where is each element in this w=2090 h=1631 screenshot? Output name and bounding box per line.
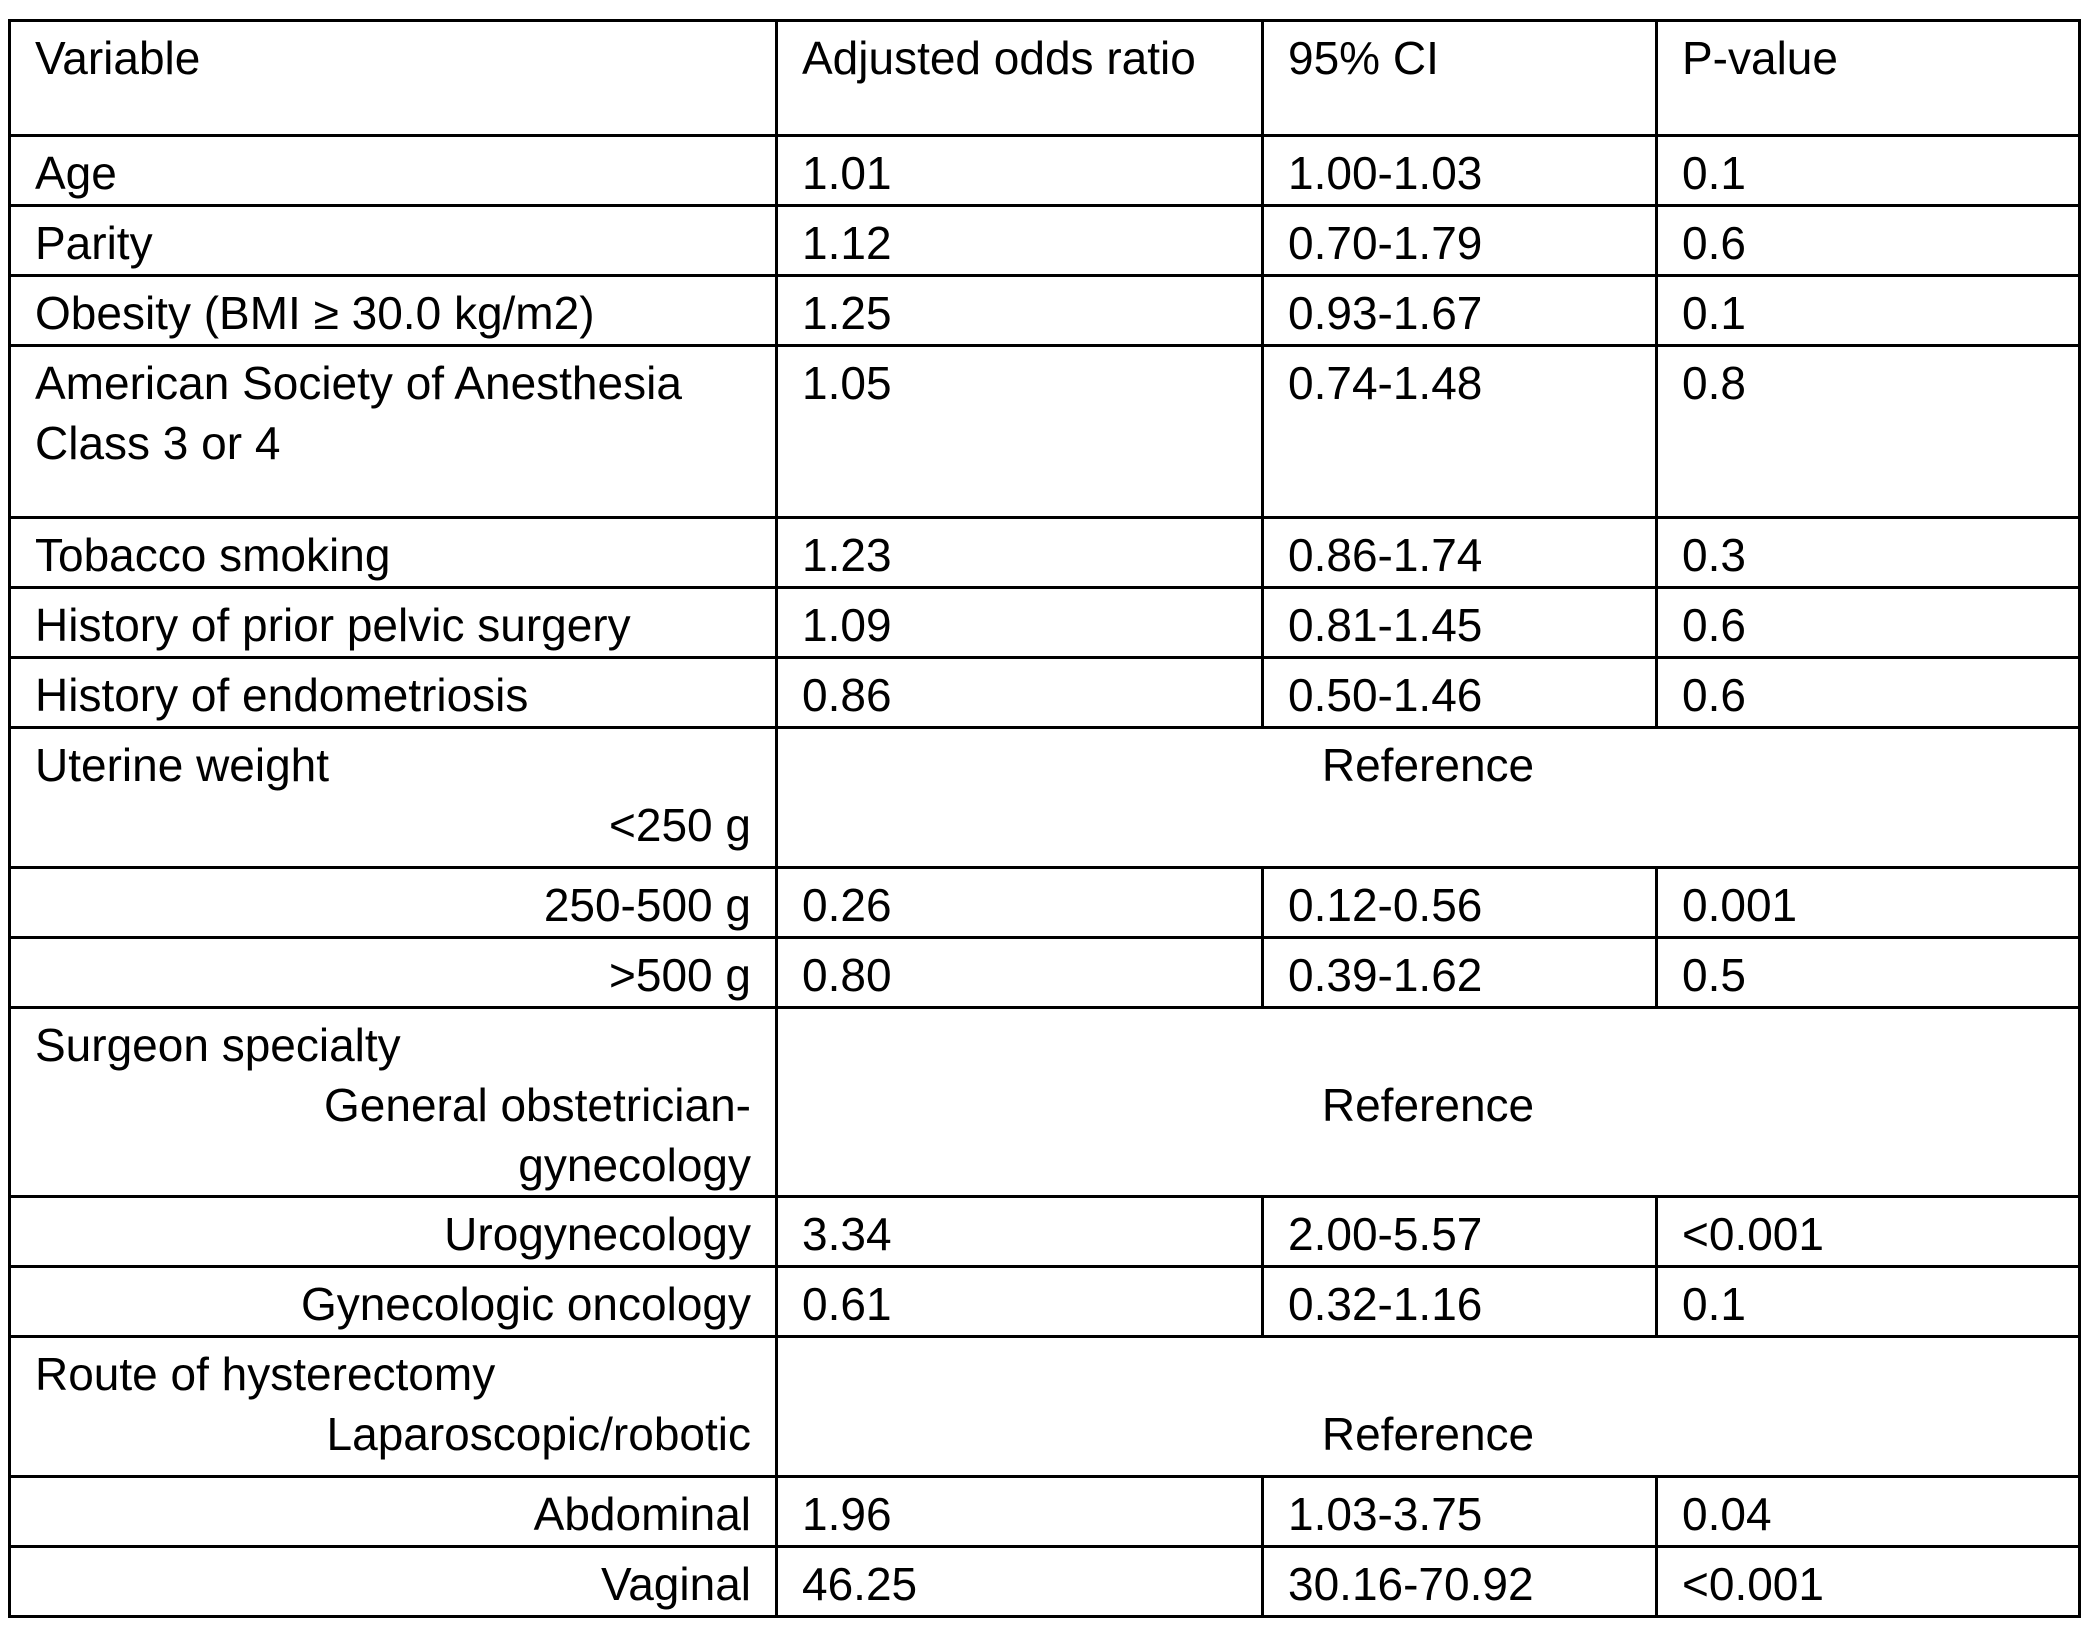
- p-value-cell: 0.1: [1657, 1267, 2080, 1337]
- group-row-uterine-weight: [10, 728, 2080, 868]
- group-row-route: [10, 1337, 2080, 1477]
- p-value-cell: 0.6: [1657, 588, 2080, 658]
- p-value-cell: 0.5: [1657, 938, 2080, 1008]
- reference-level-label: Laparoscopic/robotic: [326, 1408, 751, 1460]
- odds-ratio-table: [8, 19, 2081, 1618]
- odds-ratio-cell: 1.05: [777, 346, 1263, 518]
- table-row: [10, 1477, 2080, 1547]
- group-row-surgeon-specialty: [10, 1008, 2080, 1197]
- header-ci: 95% CI: [1263, 21, 1657, 136]
- table-row: [10, 938, 2080, 1008]
- odds-ratio-cell: 1.23: [777, 518, 1263, 588]
- odds-ratio-cell: 0.61: [777, 1267, 1263, 1337]
- p-value-cell: 0.8: [1657, 346, 2080, 518]
- table-row: [10, 1267, 2080, 1337]
- p-value-cell: <0.001: [1657, 1197, 2080, 1267]
- p-value-cell: 0.001: [1657, 868, 2080, 938]
- odds-ratio-cell: 1.96: [777, 1477, 1263, 1547]
- header-variable: Variable: [10, 21, 777, 136]
- ci-cell: 0.70-1.79: [1263, 206, 1657, 276]
- variable-cell: Parity: [10, 206, 777, 276]
- odds-ratio-cell: 46.25: [777, 1547, 1263, 1617]
- variable-cell: Obesity (BMI ≥ 30.0 kg/m2): [10, 276, 777, 346]
- variable-cell: [10, 346, 777, 518]
- table-row: [10, 346, 2080, 518]
- header-p-value: P-value: [1657, 21, 2080, 136]
- table-row: [10, 518, 2080, 588]
- table-row: [10, 588, 2080, 658]
- ci-cell: 0.32-1.16: [1263, 1267, 1657, 1337]
- odds-ratio-cell: 0.26: [777, 868, 1263, 938]
- table-row: [10, 1197, 2080, 1267]
- reference-cell: Reference: [777, 728, 2080, 868]
- reference-level-label: General obstetrician-: [324, 1079, 751, 1131]
- ci-cell: 0.12-0.56: [1263, 868, 1657, 938]
- reference-cell: Reference: [777, 1337, 2080, 1477]
- p-value-cell: 0.04: [1657, 1477, 2080, 1547]
- variable-cell: History of endometriosis: [10, 658, 777, 728]
- group-label: Surgeon specialty: [35, 1019, 401, 1071]
- ci-cell: 1.00-1.03: [1263, 136, 1657, 206]
- level-cell: Vaginal: [10, 1547, 777, 1617]
- level-cell: Gynecologic oncology: [10, 1267, 777, 1337]
- ci-cell: 0.74-1.48: [1263, 346, 1657, 518]
- p-value-cell: 0.1: [1657, 136, 2080, 206]
- variable-cell: History of prior pelvic surgery: [10, 588, 777, 658]
- reference-level-label: gynecology: [518, 1139, 751, 1191]
- variable-cell: [10, 1008, 777, 1197]
- ci-cell: 0.50-1.46: [1263, 658, 1657, 728]
- ci-cell: 2.00-5.57: [1263, 1197, 1657, 1267]
- variable-line: American Society of Anesthesia: [35, 357, 682, 409]
- odds-ratio-cell: 3.34: [777, 1197, 1263, 1267]
- variable-cell: [10, 728, 777, 868]
- p-value-cell: <0.001: [1657, 1547, 2080, 1617]
- group-label: Uterine weight: [35, 739, 330, 791]
- odds-ratio-cell: 1.25: [777, 276, 1263, 346]
- p-value-cell: 0.6: [1657, 206, 2080, 276]
- variable-cell: Age: [10, 136, 777, 206]
- odds-ratio-cell: 0.80: [777, 938, 1263, 1008]
- p-value-cell: 0.6: [1657, 658, 2080, 728]
- p-value-cell: 0.3: [1657, 518, 2080, 588]
- group-label: Route of hysterectomy: [35, 1348, 496, 1400]
- odds-ratio-cell: 1.01: [777, 136, 1263, 206]
- reference-cell: Reference: [777, 1008, 2080, 1197]
- header-odds-ratio: Adjusted odds ratio: [777, 21, 1263, 136]
- level-cell: Abdominal: [10, 1477, 777, 1547]
- variable-line: Class 3 or 4: [35, 417, 281, 469]
- odds-ratio-cell: 0.86: [777, 658, 1263, 728]
- odds-ratio-cell: 1.09: [777, 588, 1263, 658]
- level-cell: >500 g: [10, 938, 777, 1008]
- ci-cell: 0.39-1.62: [1263, 938, 1657, 1008]
- table-row: [10, 1547, 2080, 1617]
- ci-cell: 0.86-1.74: [1263, 518, 1657, 588]
- table-row: [10, 136, 2080, 206]
- ci-cell: 0.93-1.67: [1263, 276, 1657, 346]
- ci-cell: 0.81-1.45: [1263, 588, 1657, 658]
- reference-level-label: <250 g: [609, 799, 751, 851]
- variable-cell: Tobacco smoking: [10, 518, 777, 588]
- level-cell: 250-500 g: [10, 868, 777, 938]
- table-row: [10, 868, 2080, 938]
- table-row: [10, 206, 2080, 276]
- ci-cell: 1.03-3.75: [1263, 1477, 1657, 1547]
- table-row: [10, 658, 2080, 728]
- p-value-cell: 0.1: [1657, 276, 2080, 346]
- header-row: [10, 21, 2080, 136]
- ci-cell: 30.16-70.92: [1263, 1547, 1657, 1617]
- odds-ratio-cell: 1.12: [777, 206, 1263, 276]
- level-cell: Urogynecology: [10, 1197, 777, 1267]
- variable-cell: [10, 1337, 777, 1477]
- table-row: [10, 276, 2080, 346]
